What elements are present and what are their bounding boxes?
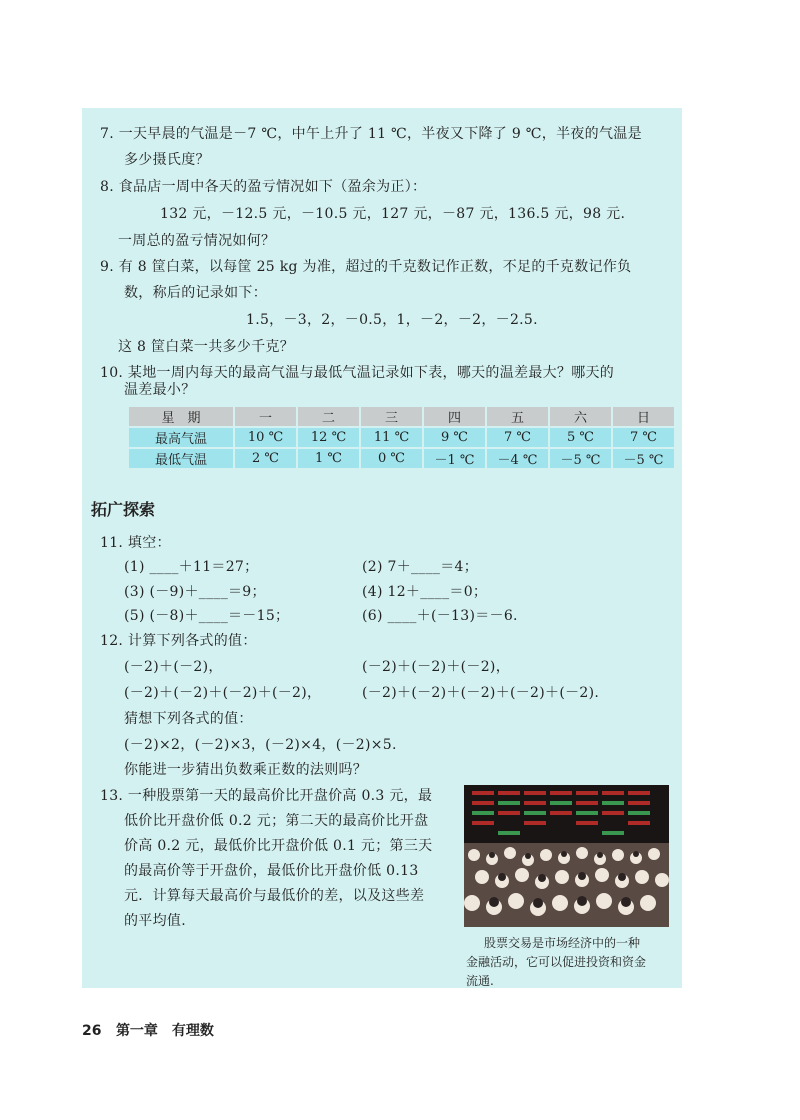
table-row-low [128,448,675,469]
problem-12-expr: (－2)＋(－2)， [124,659,223,675]
table-cell: 11 ℃ [360,427,423,448]
table-cell: 六 [549,406,612,427]
problem-12-expr: (－2)＋(－2)＋(－2)＋(－2)， [124,685,322,701]
problem-11-item: (3) (－9)＋____＝9； [124,584,266,600]
table-cell: 1 ℃ [297,448,360,469]
problem-13-line: 13. 一种股票第一天的最高价比开盘价高 0.3 元，最 [100,788,433,804]
table-cell: 7 ℃ [486,427,549,448]
problem-9-line2: 数，称后的记录如下： [124,285,267,301]
table-cell: －5 ℃ [612,448,675,469]
table-cell: 最低气温 [128,448,234,469]
problem-13-line: 的最高价等于开盘价，最低价比开盘价低 0.13 [124,863,419,879]
table-cell: －1 ℃ [423,448,486,469]
table-cell: 五 [486,406,549,427]
problem-8-line1: 8. 食品店一周中各天的盈亏情况如下（盈余为正）： [100,179,427,195]
problem-13-line: 低价比开盘价低 0.2 元；第二天的最高价比开盘 [124,813,429,829]
problem-12-exprs: (－2)×2，(－2)×3，(－2)×4，(－2)×5. [124,737,397,753]
section-heading: 拓广探索 [91,500,156,519]
problem-10-line2: 温差最小？ [124,382,196,398]
table-cell: 日 [612,406,675,427]
problem-12-expr: (－2)＋(－2)＋(－2)， [362,659,510,675]
table-cell: －5 ℃ [549,448,612,469]
problem-11-item: (2) 7＋____＝4； [362,559,478,575]
problem-12-expr: (－2)＋(－2)＋(－2)＋(－2)＋(－2). [362,685,600,701]
table-cell: 一 [234,406,297,427]
photo-caption-line1: 股票交易是市场经济中的一种 [484,936,641,950]
stock-exchange-illustration [464,785,669,927]
problem-12-guess: 猜想下列各式的值： [124,711,253,727]
problem-11-title: 11. 填空： [100,535,171,551]
table-cell: 7 ℃ [612,427,675,448]
problem-13-line: 元．计算每天最高价与最低价的差，以及这些差 [124,888,425,904]
problem-9-line1: 9. 有 8 筐白菜，以每筐 25 kg 为准，超过的千克数记作正数，不足的千克数记作负 [100,259,632,275]
table-cell: 四 [423,406,486,427]
problem-9-line3: 1.5，－3，2，－0.5，1，－2，－2，－2.5. [246,312,538,328]
problem-13-line: 的平均值. [124,913,186,929]
page-number: 26 [82,1023,102,1039]
table-row-high [128,427,675,448]
problem-7-line1: 7. 一天早晨的气温是－7 ℃，中午上升了 11 ℃，半夜又下降了 9 ℃，半夜的气温是 [100,126,642,142]
problem-9-line4: 这 8 筐白菜一共多少千克？ [118,339,295,355]
problem-11-item: (1) ____＋11＝27； [124,559,259,575]
table-cell: 5 ℃ [549,427,612,448]
table-cell: －4 ℃ [486,448,549,469]
problem-13-line: 价高 0.2 元，最低价比开盘价低 0.1 元；第三天 [124,838,433,854]
temperature-table [127,405,676,470]
chapter-title: 第一章 有理数 [115,1023,214,1039]
stock-exchange-photo [464,785,669,927]
photo-caption-line3: 流通. [466,974,494,988]
problem-8-line3: 一周总的盈亏情况如何？ [118,233,276,249]
problem-11-item: (4) 12＋____＝0； [362,584,488,600]
problem-7-line2: 多少摄氏度？ [124,152,210,168]
page-footer [82,1020,214,1040]
table-cell: 0 ℃ [360,448,423,469]
problem-10-line1: 10. 某地一周内每天的最高气温与最低气温记录如下表，哪天的温差最大？哪天的 [100,365,615,381]
problem-12-title: 12. 计算下列各式的值： [100,633,257,649]
table-cell: 10 ℃ [234,427,297,448]
photo-caption-line2: 金融活动，它可以促进投资和资金 [466,955,647,969]
problem-12-question: 你能进一步猜出负数乘正数的法则吗？ [124,762,368,778]
table-cell: 二 [297,406,360,427]
table-cell: 12 ℃ [297,427,360,448]
table-cell: 三 [360,406,423,427]
problem-11-item: (6) ____＋(－13)＝－6. [362,608,518,624]
table-header-row [128,406,675,427]
table-cell: 9 ℃ [423,427,486,448]
table-cell: 最高气温 [128,427,234,448]
table-cell: 2 ℃ [234,448,297,469]
table-cell: 星 期 [128,406,234,427]
problem-8-line2: 132 元，－12.5 元，－10.5 元，127 元，－87 元，136.5 元，98 元. [160,206,626,222]
problem-11-item: (5) (－8)＋____＝－15； [124,608,290,624]
